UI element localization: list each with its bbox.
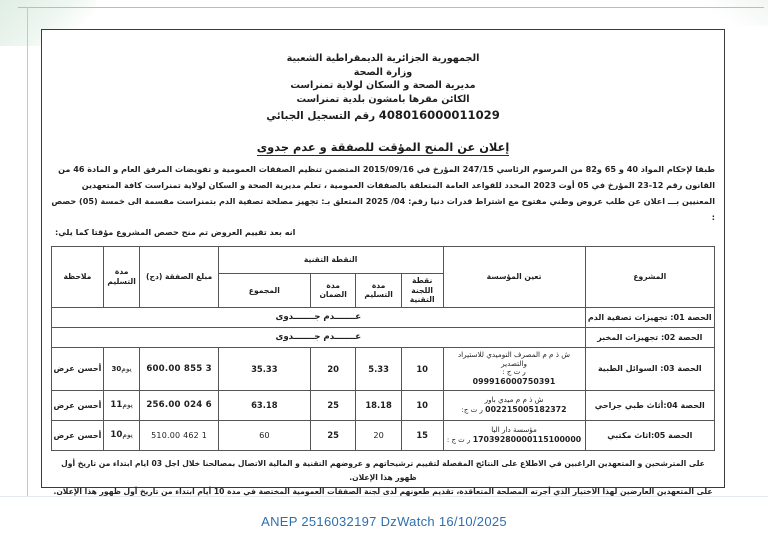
cell-committee-point: 15	[401, 420, 443, 450]
header-delivery-point: مدة التسليم	[356, 274, 401, 307]
preamble	[42, 162, 724, 241]
cell-company	[443, 347, 585, 390]
company-rc	[445, 405, 584, 415]
cell-amount: 1 462 510.00	[140, 420, 218, 450]
company-rc	[445, 435, 584, 445]
cell-project: الحصة 03: السوائل الطبية	[585, 347, 714, 390]
cell-observation: أحسن عرض	[52, 347, 104, 390]
cell-delivery-duration	[103, 347, 140, 390]
company-name: ش ذ م م ميدي باور	[484, 395, 544, 405]
delivery-unit: يوم	[122, 430, 133, 439]
cell-total: 60	[218, 420, 310, 450]
table-row	[52, 390, 715, 420]
announcement-title	[42, 136, 724, 155]
cell-total: 35.33	[218, 347, 310, 390]
cell-project: الحصة 01: تجهيزات تصفية الدم	[585, 307, 714, 327]
cell-observation: أحسن عرض	[52, 420, 104, 450]
cell-committee-point: 10	[401, 347, 443, 390]
company-name: مؤسسة دار اليا	[491, 425, 537, 435]
header-committee-point: نقطة اللجنة التقنية	[401, 274, 443, 307]
cell-company	[443, 420, 585, 450]
company-rc-number: 17039280000115100000	[472, 434, 582, 444]
company-rc-label: ر ت ج :	[502, 368, 526, 377]
cell-guarantee: 25	[310, 420, 355, 450]
footer-notes	[42, 451, 724, 499]
cell-guarantee: 25	[310, 390, 355, 420]
tax-registration	[42, 106, 724, 124]
header-guarantee: مدة الضمان	[310, 274, 355, 307]
document-sheet	[41, 29, 725, 496]
masthead-line-country: الجمهورية الجزائرية الديمقراطية الشعبية	[286, 53, 480, 64]
tax-registration-number: 408016000011029	[378, 108, 500, 123]
announcement-title-text: إعلان عن المنح المؤقت للصفقة و عدم جدوى	[256, 140, 510, 155]
cell-infructuous: عـــــــدم جـــــــدوى	[52, 327, 586, 347]
delivery-value: 11	[110, 400, 123, 410]
delivery-value: 30	[111, 364, 122, 373]
cell-guarantee: 20	[310, 347, 355, 390]
cell-delivery-duration	[103, 390, 140, 420]
cell-project: الحصة 04:أثاث طبي جراحي	[585, 390, 714, 420]
cell-project: الحصة 05:اثاث مكتبي	[585, 420, 714, 450]
header-company: تعين المؤسسة	[443, 247, 585, 307]
scan-edge-left	[27, 7, 28, 532]
masthead-line-ministry: وزارة الصحة	[353, 66, 413, 78]
masthead-line-directorate: مديرية الصحة و السكان لولاية تمنراست	[290, 80, 476, 92]
results-table	[51, 246, 715, 450]
anep-reference-text: ANEP 2516032197 DzWatch 16/10/2025	[261, 514, 507, 529]
results-table-wrapper	[42, 241, 724, 450]
anep-footer-bar	[0, 496, 768, 546]
table-row	[52, 347, 715, 390]
cell-infructuous: عـــــــدم جـــــــدوى	[52, 307, 586, 327]
preamble-paragraph-result: انه بعد تقييم العروض تم منح حصص المشروع مؤقتا كما يلي:	[55, 227, 296, 238]
results-table-body	[52, 307, 715, 450]
table-row	[52, 307, 715, 327]
cell-amount: 6 024 256.00	[140, 390, 218, 420]
header-amount: مبلغ الصفقة (دج)	[140, 247, 218, 307]
cell-delivery-point: 5.33	[356, 347, 401, 390]
table-header-group-row	[52, 247, 715, 274]
header-delivery-duration: مدة التسليم	[103, 247, 140, 307]
company-rc-label: ر ت ج :	[446, 435, 471, 444]
header-project: المشروع	[585, 247, 714, 307]
cell-company	[443, 390, 585, 420]
header-technical-group: النقطة التقنية	[218, 247, 443, 274]
company-name: ش ذ م م المصرف النوميدي للاستيراد والتصدير	[457, 349, 571, 368]
header-total: المجموع	[218, 274, 310, 307]
cell-observation: أحسن عرض	[52, 390, 104, 420]
header-observation: ملاحظة	[52, 247, 104, 307]
cell-delivery-duration	[103, 420, 140, 450]
cell-committee-point: 10	[401, 390, 443, 420]
note-consultation: على المترشحين و المتعهدين الراغبين في الاطلاع على النتائج المفصلة لتقييم ترشيحاتهم و عروضهم التقنية و المالية الاتصال بمصالحنا خلال اجل 03 ايام ابتداء من تاريخ أول ظهور هذا الإعلان.	[61, 458, 705, 482]
cell-delivery-point: 20	[356, 420, 401, 450]
preamble-paragraph-legal: طبقا لإحكام المواد 40 و 65 و82 من المرسوم الرئاسي 247/15 المؤرخ في 2015/09/16 المتضمن تنظيم الصفقات العمومية و تفويضات المرفق العام و المادة 46 من القانون رقم 12-23 المؤرخ في 05 أوت 2023 المحدد للقواعد العامة المتعلقة بالصفقات العمومية ، تعلم مديرية الصحة و السكان لولاية تمنراست كافة المتعهدين المعنيين بـــ اعلان عن طلب عروض وطني مفتوح مع اشتراط قدرات دنيا رقم: 04/ 2025 المتعلق بـ: تجهيز مصلحة تصفية الدم بتمنراست مقسمة الى خمسة (05) حصص :	[51, 164, 715, 222]
note-appeal: على المتعهدين العارضين لهذا الاختيار الذي أجرته المصلحة المتعاقدة، تقديم طعونهم لدى لجنة الصفقات العمومية المختصة في مدة 10 أيام ابتداء من تاريخ أول ظهور هذا الإعلان.	[53, 486, 713, 496]
table-row	[52, 420, 715, 450]
cell-project: الحصة 02: تجهيزات المخبر	[585, 327, 714, 347]
tax-registration-label: رقم التسجيل الجبائي	[266, 110, 376, 123]
scan-edge-top	[18, 7, 764, 8]
delivery-value: 10	[110, 430, 123, 440]
cell-total: 63.18	[218, 390, 310, 420]
table-row	[52, 327, 715, 347]
company-rc-label: ر ت ج:	[461, 405, 483, 414]
cell-delivery-point: 18.18	[356, 390, 401, 420]
company-rc-number: 002215005182372	[485, 404, 567, 414]
delivery-unit: يوم	[121, 363, 132, 373]
scan-artifact-top-right	[698, 0, 768, 26]
masthead	[42, 30, 724, 124]
cell-amount: 3 855 600.00	[140, 347, 218, 390]
delivery-unit: يوم	[122, 400, 133, 409]
masthead-line-address: الكائن مقرها بامشون بلدية تمنراست	[296, 93, 470, 105]
company-rc-number: 099916000750391	[472, 377, 556, 387]
